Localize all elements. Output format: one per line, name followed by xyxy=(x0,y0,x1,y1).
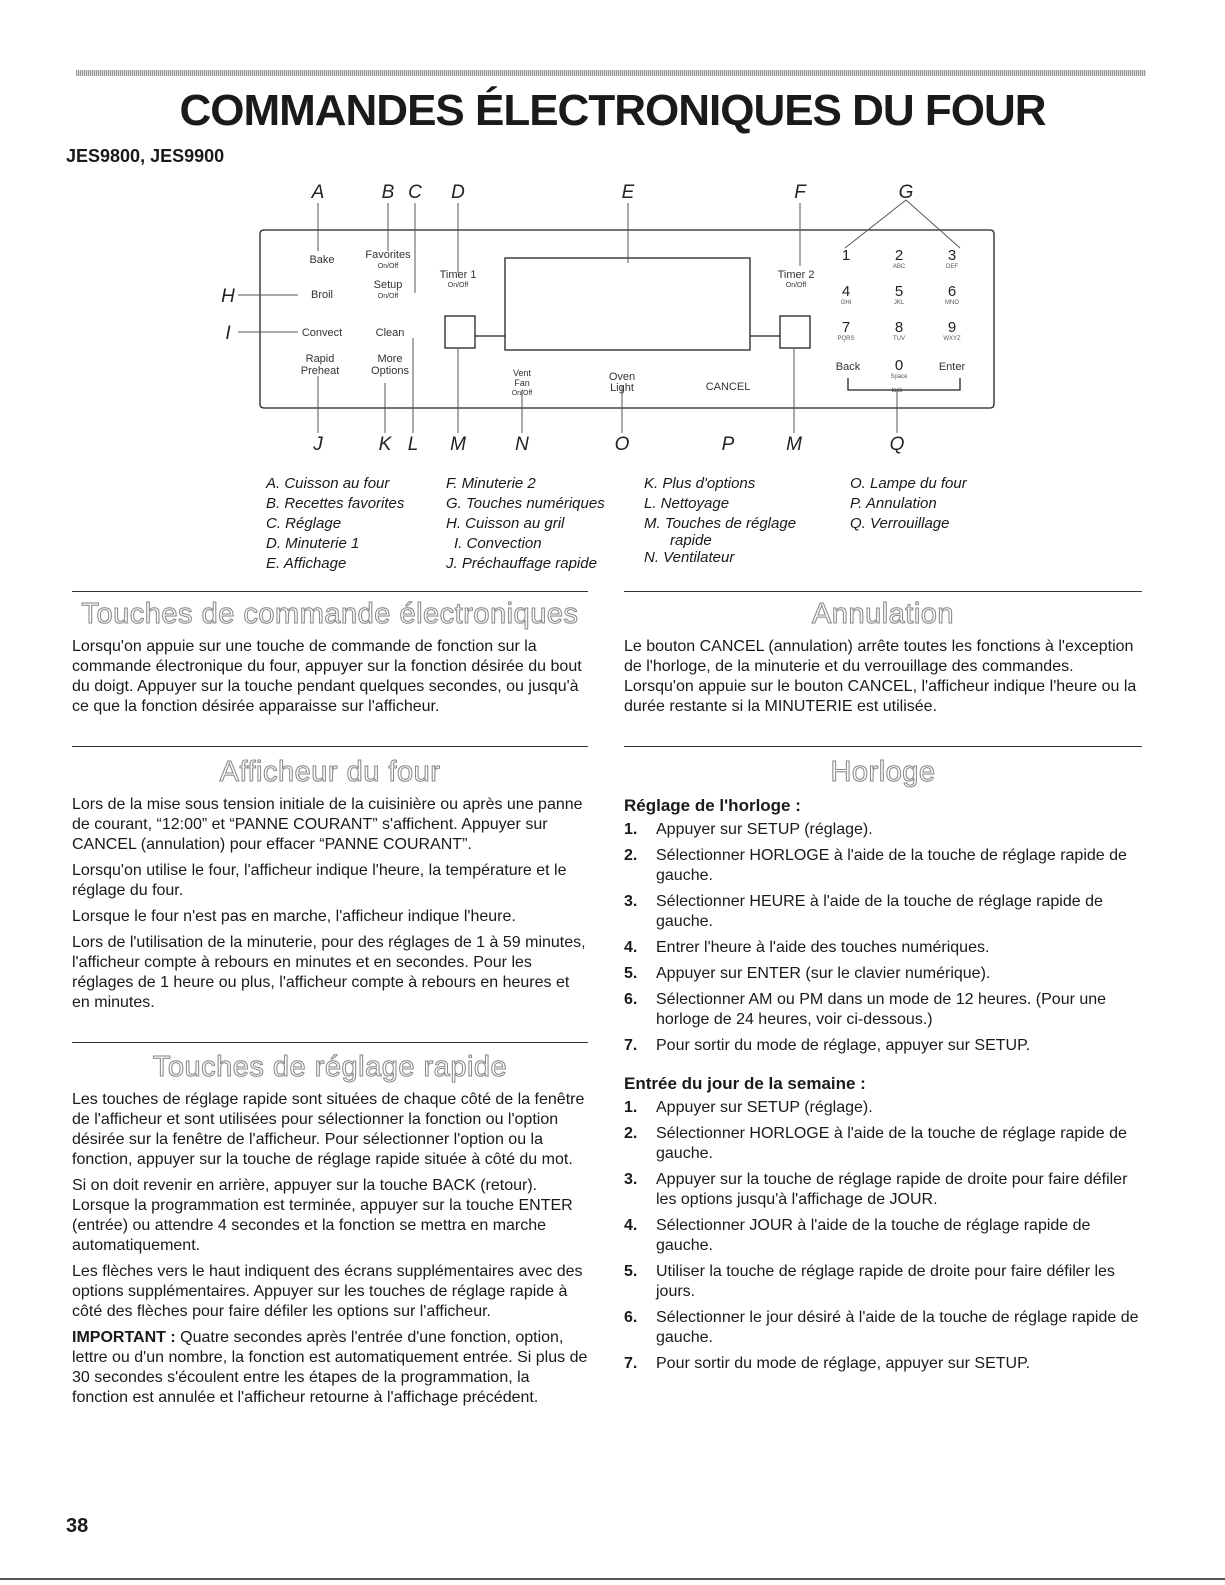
list-item: 7. Pour sortir du mode de réglage, appuyer sur SETUP. xyxy=(624,1037,1031,1054)
subheading-reglage-horloge: Réglage de l'horloge : xyxy=(624,796,801,815)
important-text: Quatre secondes après l'entrée d'une fonction, option, lettre ou d'un nombre, la fonction est automatiquement entrée. Si plus de 30 secondes s'écoulent entre les étapes de la programmation, la fonction est annulée et l'afficheur retourne à l'affichage précédent. xyxy=(72,1329,588,1406)
label-l: L xyxy=(407,434,419,455)
timer2-key[interactable]: Timer 2 xyxy=(777,269,815,281)
favorites-sub: On/Off xyxy=(377,263,399,270)
label-f: F xyxy=(794,182,806,203)
keypad-8-sub: TUV xyxy=(893,336,905,342)
label-d: D xyxy=(451,182,465,203)
important-label: IMPORTANT : xyxy=(72,1329,176,1346)
back-key[interactable]: Back xyxy=(835,361,861,373)
oven-light-key[interactable]: Oven xyxy=(608,371,636,383)
keypad-3[interactable]: 3 xyxy=(947,247,957,264)
list-item: 7. Pour sortir du mode de réglage, appuyer sur SETUP. xyxy=(624,1355,1031,1372)
keypad-2-sub: ABC xyxy=(892,264,906,270)
fan-sub: On/Off xyxy=(511,390,533,397)
legend-item: C. Réglage xyxy=(266,515,342,532)
divider xyxy=(72,746,588,747)
timer1-sub: On/Off xyxy=(447,282,469,289)
list-item: 2. Sélectionner HORLOGE à l'aide de la touche de réglage rapide de gauche. xyxy=(624,1125,1127,1162)
setup-sub: On/Off xyxy=(377,293,399,300)
legend-item: I. Convection xyxy=(454,535,542,552)
preheat-label: Preheat xyxy=(300,365,340,377)
label-m2: M xyxy=(786,434,802,455)
top-rule xyxy=(76,70,1146,76)
list-item: 5. Utiliser la touche de réglage rapide de droite pour faire défiler les jours. xyxy=(624,1263,1115,1300)
important-note xyxy=(72,1328,588,1408)
label-h: H xyxy=(221,286,235,307)
legend-item: N. Ventilateur xyxy=(644,549,735,566)
clean-key[interactable]: Clean xyxy=(375,327,405,339)
control-panel-diagram xyxy=(200,178,1000,458)
divider xyxy=(72,591,588,592)
legend-item: Q. Verrouillage xyxy=(850,515,950,532)
divider xyxy=(624,591,1142,592)
legend-col-1 xyxy=(266,474,404,574)
section-body-reglage-rapide xyxy=(72,1090,588,1414)
list-item: 3. Sélectionner HEURE à l'aide de la touche de réglage rapide de gauche. xyxy=(624,893,1103,930)
favorites-key[interactable]: Favorites xyxy=(365,249,411,261)
keypad-1[interactable]: 1 xyxy=(841,247,851,264)
label-k: K xyxy=(378,434,392,455)
cancel-key[interactable]: CANCEL xyxy=(705,381,751,393)
light-label: Light xyxy=(610,382,634,394)
legend-item: L. Nettoyage xyxy=(644,495,730,512)
steps-jour-semaine xyxy=(624,1098,1142,1380)
keypad-7-sub: PQRS xyxy=(837,336,855,342)
list-item: 6. Sélectionner le jour désiré à l'aide de la touche de réglage rapide de gauche. xyxy=(624,1309,1139,1346)
section-body-touches-commande xyxy=(72,637,588,723)
paragraph: Lors de la mise sous tension initiale de la cuisinière ou après une panne de courant, “12:00” et “PANNE COURANT” s'affichent. Appuyer sur CANCEL (annulation) pour effacer “PANNE COURANT”. xyxy=(72,796,583,853)
label-a: A xyxy=(311,182,325,203)
legend-item: A. Cuisson au four xyxy=(266,475,390,492)
paragraph: Les flèches vers le haut indiquent des écrans supplémentaires avec des options supplémentaires. Appuyer sur les touches de réglage rapide à côté des flèches pour faire défiler les options sur l'afficheur. xyxy=(72,1263,583,1320)
section-body-afficheur xyxy=(72,795,588,1019)
keypad-4[interactable]: 4 xyxy=(841,283,851,300)
label-q: Q xyxy=(889,434,905,455)
paragraph: Le bouton CANCEL (annulation) arrête toutes les fonctions à l'exception de l'horloge, de la minuterie et du verrouillage des commandes. Lorsqu'on appuie sur le bouton CANCEL, l'afficheur indique l'heure ou la durée restante si la MINUTERIE est utilisée. xyxy=(624,638,1137,715)
timer2-sub: On/Off xyxy=(785,282,807,289)
more-options-key[interactable]: More xyxy=(377,353,403,365)
legend-item: G. Touches numériques xyxy=(446,495,605,512)
subheading-jour-semaine: Entrée du jour de la semaine : xyxy=(624,1074,866,1093)
label-m: M xyxy=(450,434,466,455)
keypad-9[interactable]: 9 xyxy=(947,319,957,336)
model-numbers: JES9800, JES9900 xyxy=(66,146,225,166)
label-n: N xyxy=(515,434,529,455)
lock-label: lock xyxy=(891,388,903,394)
keypad-9-sub: WXYZ xyxy=(943,336,961,342)
paragraph: Les touches de réglage rapide sont situées de chaque côté de la fenêtre de l'afficheur et sont utilisées pour sélectionner la fonction ou l'option désirée sur la fenêtre de l'afficheur. Pour sélectionner l'option ou la fonction, appuyer sur la touche de réglage rapide située à côté du mot. xyxy=(72,1091,585,1168)
legend-item: H. Cuisson au gril xyxy=(446,515,565,532)
divider xyxy=(72,1042,588,1043)
label-j: J xyxy=(313,434,323,455)
vent-fan-key[interactable]: Vent xyxy=(512,368,532,378)
paragraph: Lorsqu'on utilise le four, l'afficheur indique l'heure, la température et le réglage du four. xyxy=(72,862,567,899)
legend-item: O. Lampe du four xyxy=(850,475,967,492)
section-title-afficheur: Afficheur du four xyxy=(219,756,441,788)
keypad-3-sub: DEF xyxy=(946,264,958,270)
legend-item: M. Touches de réglage xyxy=(644,515,797,532)
legend-item: J. Préchauffage rapide xyxy=(446,555,597,572)
paragraph: Lorsqu'on appuie sur une touche de commande de fonction sur la commande électronique du four, appuyer sur la fonction désirée du bout du doigt. Appuyer sur la touche pendant quelques secondes, ou jusqu'à ce que la fonction désirée apparaisse sur l'afficheur. xyxy=(72,638,582,715)
fan-label: Fan xyxy=(514,378,530,388)
broil-key[interactable]: Broil xyxy=(310,289,334,301)
legend-item: K. Plus d'options xyxy=(644,475,756,492)
list-item: 3. Appuyer sur la touche de réglage rapide de droite pour faire défiler les options jusqu'à l'affichage de JOUR. xyxy=(624,1171,1128,1208)
label-e: E xyxy=(621,182,635,203)
setup-key[interactable]: Setup xyxy=(373,279,403,291)
section-title-touches-commande: Touches de commande électroniques xyxy=(81,598,579,630)
list-item: 1. Appuyer sur SETUP (réglage). xyxy=(624,821,873,838)
keypad-6[interactable]: 6 xyxy=(947,283,957,300)
list-item: 5. Appuyer sur ENTER (sur le clavier numérique). xyxy=(624,965,991,982)
paragraph: Lors de l'utilisation de la minuterie, pour des réglages de 1 à 59 minutes, l'afficheur compte à rebours en minutes et en secondes. Pour les réglages de 1 heure ou plus, l'afficheur compte à rebours en heures et en minutes. xyxy=(72,934,586,1011)
enter-key[interactable]: Enter xyxy=(938,361,966,373)
legend-col-3 xyxy=(644,474,796,568)
label-i: I xyxy=(225,323,231,344)
list-item: 4. Sélectionner JOUR à l'aide de la touche de réglage rapide de gauche. xyxy=(624,1217,1091,1254)
legend-item: E. Affichage xyxy=(266,555,347,572)
list-item: 1. Appuyer sur SETUP (réglage). xyxy=(624,1099,873,1116)
label-p: P xyxy=(721,434,735,455)
legend-item: F. Minuterie 2 xyxy=(446,475,536,492)
paragraph: Si on doit revenir en arrière, appuyer sur la touche BACK (retour). Lorsque la programmation est terminée, appuyer sur la touche ENTER (entrée) ou attendre 4 secondes et la fonction se mettra en marche automatiquement. xyxy=(72,1177,573,1254)
keypad-6-sub: MNO xyxy=(945,300,959,306)
legend-col-2 xyxy=(446,474,605,574)
legend-item: rapide xyxy=(670,532,712,549)
keypad-2[interactable]: 2 xyxy=(894,247,904,264)
steps-reglage-horloge xyxy=(624,820,1142,1062)
section-body-annulation xyxy=(624,637,1142,723)
section-title-annulation: Annulation xyxy=(811,598,955,630)
legend-col-4 xyxy=(850,474,967,534)
keypad-7[interactable]: 7 xyxy=(841,319,851,336)
section-title-horloge: Horloge xyxy=(830,756,936,788)
keypad-5[interactable]: 5 xyxy=(894,283,904,300)
legend-item: D. Minuterie 1 xyxy=(266,535,360,552)
divider xyxy=(624,746,1142,747)
list-item: 2. Sélectionner HORLOGE à l'aide de la touche de réglage rapide de gauche. xyxy=(624,847,1127,884)
legend-item: B. Recettes favorites xyxy=(266,495,405,512)
keypad-4-sub: GHI xyxy=(840,300,852,306)
keypad-5-sub: JKL xyxy=(893,300,905,306)
label-c: C xyxy=(408,182,422,203)
timer1-key[interactable]: Timer 1 xyxy=(439,269,477,281)
legend-item: P. Annulation xyxy=(850,495,937,512)
keypad-0[interactable]: 0 xyxy=(894,357,904,374)
page-number: 38 xyxy=(66,1515,89,1537)
keypad-8[interactable]: 8 xyxy=(894,319,904,336)
convect-key[interactable]: Convect xyxy=(301,327,343,339)
label-b: B xyxy=(381,182,395,203)
label-o: O xyxy=(614,434,630,455)
paragraph: Lorsque le four n'est pas en marche, l'afficheur indique l'heure. xyxy=(72,908,516,925)
list-item: 6. Sélectionner AM ou PM dans un mode de 12 heures. (Pour une horloge de 24 heures, voir ci-dessous.) xyxy=(624,991,1107,1028)
section-title-reglage-rapide: Touches de réglage rapide xyxy=(152,1051,508,1083)
rapid-preheat-key[interactable]: Rapid xyxy=(305,353,335,365)
page-title: COMMANDES ÉLECTRONIQUES DU FOUR xyxy=(179,86,1046,135)
bake-key[interactable]: Bake xyxy=(309,254,335,266)
label-g: G xyxy=(898,182,914,203)
list-item: 4. Entrer l'heure à l'aide des touches numériques. xyxy=(624,939,990,956)
options-label: Options xyxy=(371,365,409,377)
bottom-rule xyxy=(0,1578,1225,1580)
keypad-0-sub: Space xyxy=(890,374,908,380)
